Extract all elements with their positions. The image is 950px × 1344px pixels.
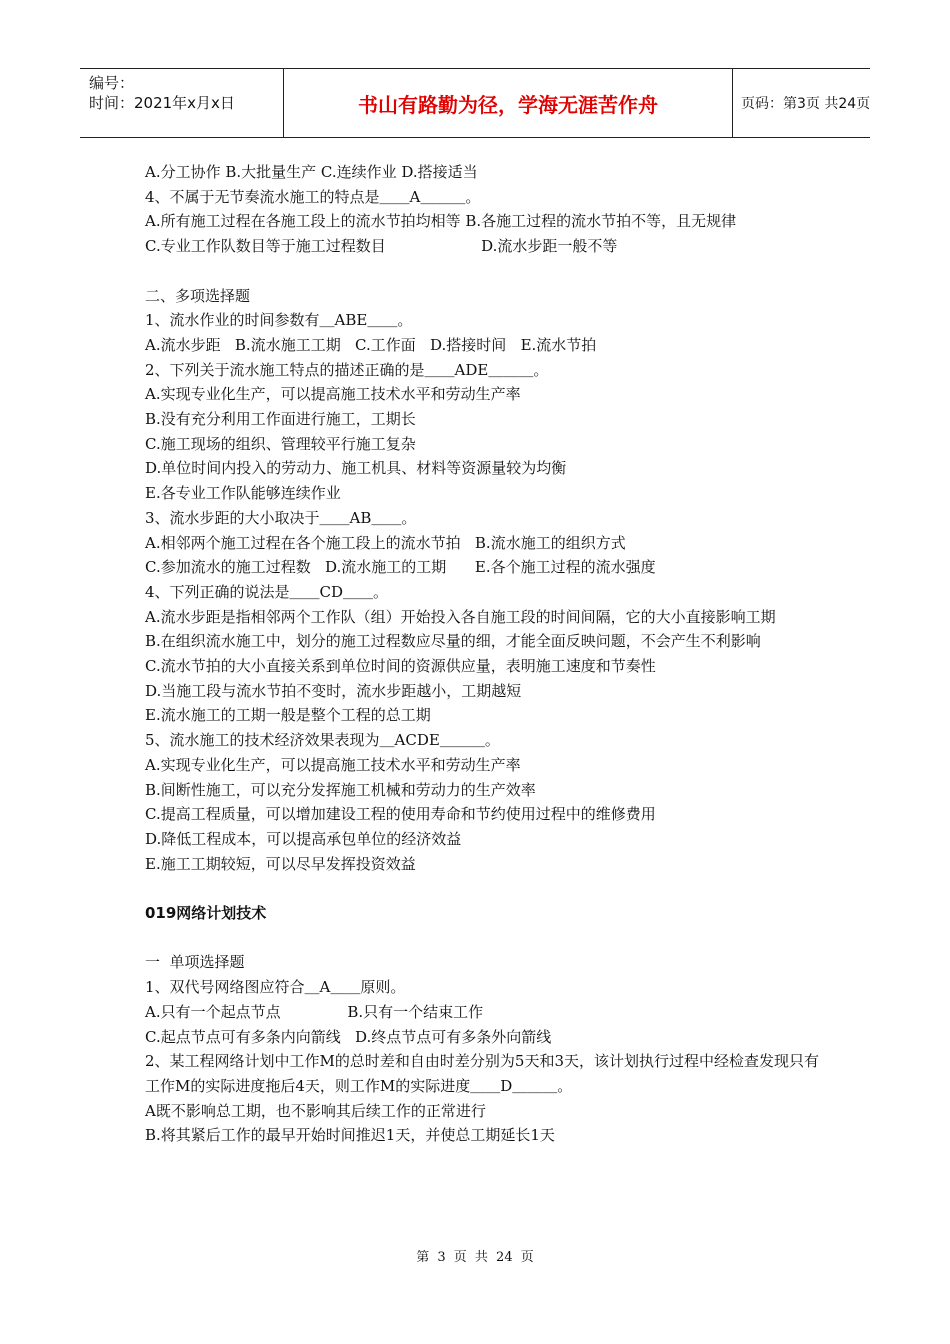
option-line: A.分工协作 B.大批量生产 C.连续作业 D.搭接适当	[145, 163, 478, 181]
option-line: B.将其紧后工作的最早开始时间推迟1天，并使总工期延长1天	[145, 1126, 555, 1145]
option-line: D.当施工段与流水节拍不变时，流水步距越小，工期越短	[145, 681, 522, 700]
option-line: C.流水节拍的大小直接关系到单位时间的资源供应量，表明施工速度和节奏性	[145, 657, 656, 676]
section-heading: 二、多项选择题	[145, 286, 251, 305]
page-header	[80, 68, 870, 138]
question-line: 2、某工程网络计划中工作M的总时差和自由时差分别为5天和3天，该计划执行过程中经检查发现只有工作M的实际进度拖后4天，则工作M的实际进度＿＿D＿＿＿。	[145, 1052, 819, 1095]
section-heading: 一 单项选择题	[145, 953, 245, 972]
page-footer: 第 3 页 共 24 页	[416, 1250, 534, 1265]
option-line: D.降低工程成本，可以提高承包单位的经济效益	[145, 829, 462, 848]
option-line: B.在组织流水施工中，划分的施工过程数应尽量的细，才能全面反映问题，不会产生不利影响	[145, 632, 761, 651]
question-line: 1、流水作业的时间参数有＿ABE＿＿。	[145, 311, 413, 330]
header-time: 时间：2021年x月x日	[89, 94, 235, 112]
option-line: C.起点节点可有多条内向箭线 D.终点节点可有多条外向箭线	[145, 1027, 552, 1046]
option-line: A.相邻两个施工过程在各个施工段上的流水节拍 B.流水施工的组织方式	[145, 533, 626, 552]
spacer	[145, 926, 820, 951]
option-line: A.流水步距是指相邻两个工作队（组）开始投入各自施工段的时间间隔，它的大小直接影响工期	[145, 607, 776, 626]
header-page-number: 页码：第3页 共24页	[741, 96, 871, 112]
header-serial: 编号：	[89, 74, 135, 92]
question-line: 4、不属于无节奏流水施工的特点是＿＿A＿＿＿。	[145, 187, 481, 206]
option-line: A既不影响总工期，也不影响其后续工作的正常进行	[145, 1101, 486, 1120]
option-line: C.专业工作队数目等于施工过程数目 D.流水步距一般不等	[145, 237, 618, 256]
option-line: C.施工现场的组织、管理较平行施工复杂	[145, 434, 416, 453]
option-line: E.施工工期较短，可以尽早发挥投资效益	[145, 854, 416, 873]
question-line: 1、双代号网络图应符合＿A＿＿原则。	[145, 978, 406, 997]
option-line: A.所有施工过程在各施工段上的流水节拍均相等 B.各施工过程的流水节拍不等，且无规律	[145, 212, 737, 231]
option-line: A.实现专业化生产，可以提高施工技术水平和劳动生产率	[145, 755, 521, 774]
option-line: B.间断性施工，可以充分发挥施工机械和劳动力的生产效率	[145, 780, 536, 799]
option-line: C.参加流水的施工过程数 D.流水施工的工期 E.各个施工过程的流水强度	[145, 558, 656, 577]
question-line: 3、流水步距的大小取决于＿＿AB＿＿。	[145, 508, 417, 527]
spacer	[145, 876, 820, 901]
question-line: 4、下列正确的说法是＿＿CD＿＿。	[145, 582, 389, 601]
header-meta	[80, 69, 284, 137]
option-line: A.流水步距 B.流水施工工期 C.工作面 D.搭接时间 E.流水节拍	[145, 335, 597, 354]
header-motto: 书山有路勤为径，学海无涯苦作舟	[284, 69, 733, 137]
option-line: E.流水施工的工期一般是整个工程的总工期	[145, 706, 431, 725]
question-line: 2、下列关于流水施工特点的描述正确的是＿＿ADE＿＿＿。	[145, 360, 549, 379]
question-line: 5、流水施工的技术经济效果表现为＿ACDE＿＿＿。	[145, 731, 500, 750]
spacer	[145, 259, 820, 284]
option-line: A.只有一个起点节点 B.只有一个结束工作	[145, 1002, 484, 1021]
document-body	[145, 160, 820, 1148]
option-line: D.单位时间内投入的劳动力、施工机具、材料等资源量较为均衡	[145, 459, 567, 478]
option-line: B.没有充分利用工作面进行施工，工期长	[145, 410, 416, 429]
option-line: E.各专业工作队能够连续作业	[145, 484, 341, 503]
chapter-heading: 019网络计划技术	[145, 904, 267, 923]
option-line: A.实现专业化生产，可以提高施工技术水平和劳动生产率	[145, 385, 521, 404]
option-line: C.提高工程质量，可以增加建设工程的使用寿命和节约使用过程中的维修费用	[145, 805, 656, 824]
